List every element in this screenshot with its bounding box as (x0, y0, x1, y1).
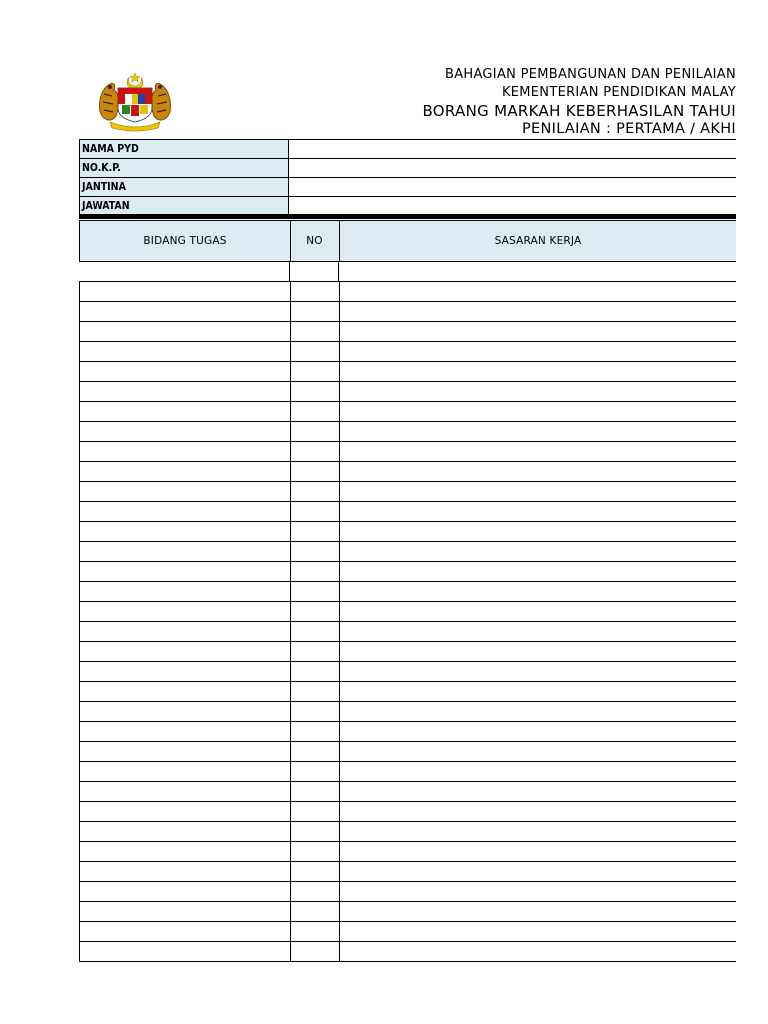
cell-divider (339, 862, 340, 881)
cell-divider (339, 902, 340, 921)
table-row[interactable] (79, 882, 736, 902)
cell-divider (290, 622, 291, 641)
table-row[interactable] (79, 922, 736, 942)
cell-divider (290, 862, 291, 881)
table-row[interactable] (79, 762, 736, 782)
cell-divider (290, 422, 291, 441)
table-row[interactable] (79, 302, 736, 322)
cell-divider (339, 542, 340, 561)
table-row[interactable] (79, 542, 736, 562)
info-row-nokp (79, 159, 736, 178)
table-header (79, 220, 736, 262)
cell-divider (339, 642, 340, 661)
cell-divider (339, 342, 340, 361)
cell-divider (290, 782, 291, 801)
nokp-field[interactable] (289, 159, 736, 177)
cell-divider (339, 562, 340, 581)
cell-divider (290, 822, 291, 841)
cell-divider (290, 902, 291, 921)
info-label: JANTINA (79, 178, 289, 196)
cell-divider (339, 462, 340, 481)
column-header-bidang-tugas: BIDANG TUGAS (80, 221, 291, 261)
cell-divider (289, 262, 290, 281)
cell-divider (339, 442, 340, 461)
table-row[interactable] (79, 462, 736, 482)
table-row[interactable] (79, 382, 736, 402)
cell-divider (339, 422, 340, 441)
table-row[interactable] (79, 602, 736, 622)
jantina-field[interactable] (289, 178, 736, 196)
cell-divider (290, 762, 291, 781)
cell-divider (339, 402, 340, 421)
cell-divider (290, 642, 291, 661)
cell-divider (290, 662, 291, 681)
cell-divider (290, 722, 291, 741)
cell-divider (290, 842, 291, 861)
table-row[interactable] (79, 262, 736, 282)
table-row[interactable] (79, 422, 736, 442)
cell-divider (290, 442, 291, 461)
header-form-title: BORANG MARKAH KEBERHASILAN TAHUI (422, 102, 736, 120)
cell-divider (339, 582, 340, 601)
table-row[interactable] (79, 442, 736, 462)
info-label: JAWATAN (79, 197, 289, 215)
cell-divider (290, 702, 291, 721)
cell-divider (339, 802, 340, 821)
cell-divider (290, 382, 291, 401)
info-row-jantina (79, 178, 736, 197)
table-row[interactable] (79, 662, 736, 682)
info-label: NAMA PYD (79, 140, 289, 158)
cell-divider (339, 622, 340, 641)
cell-divider (339, 602, 340, 621)
table-row[interactable] (79, 342, 736, 362)
table-row[interactable] (79, 402, 736, 422)
info-table (79, 139, 736, 216)
cell-divider (290, 802, 291, 821)
cell-divider (290, 462, 291, 481)
cell-divider (339, 742, 340, 761)
table-row[interactable] (79, 282, 736, 302)
cell-divider (339, 382, 340, 401)
info-label: NO.K.P. (79, 159, 289, 177)
table-body (79, 262, 736, 962)
cell-divider (290, 322, 291, 341)
cell-divider (290, 502, 291, 521)
cell-divider (290, 282, 291, 301)
table-row[interactable] (79, 562, 736, 582)
cell-divider (339, 682, 340, 701)
table-row[interactable] (79, 682, 736, 702)
cell-divider (339, 722, 340, 741)
table-row[interactable] (79, 942, 736, 962)
cell-divider (339, 662, 340, 681)
cell-divider (339, 842, 340, 861)
cell-divider (339, 762, 340, 781)
header-ministry: KEMENTERIAN PENDIDIKAN MALAY (501, 85, 736, 100)
table-row[interactable] (79, 702, 736, 722)
table-row[interactable] (79, 722, 736, 742)
cell-divider (290, 482, 291, 501)
coat-of-arms-logo (96, 72, 174, 132)
table-row[interactable] (79, 742, 736, 762)
cell-divider (290, 682, 291, 701)
cell-divider (290, 602, 291, 621)
target-table (79, 220, 736, 962)
cell-divider (290, 542, 291, 561)
cell-divider (339, 782, 340, 801)
table-row[interactable] (79, 322, 736, 342)
section-divider (79, 214, 736, 219)
cell-divider (290, 742, 291, 761)
column-header-sasaran-kerja: SASARAN KERJA (494, 235, 582, 247)
cell-divider (290, 302, 291, 321)
cell-divider (290, 402, 291, 421)
table-row[interactable] (79, 622, 736, 642)
cell-divider (290, 522, 291, 541)
table-row[interactable] (79, 902, 736, 922)
cell-divider (290, 362, 291, 381)
table-row[interactable] (79, 642, 736, 662)
info-row-nama (79, 139, 736, 159)
cell-divider (290, 562, 291, 581)
header-department: BAHAGIAN PEMBANGUNAN DAN PENILAIAN (444, 67, 736, 82)
table-row[interactable] (79, 502, 736, 522)
table-row[interactable] (79, 862, 736, 882)
cell-divider (339, 942, 340, 961)
cell-divider (339, 822, 340, 841)
cell-divider (290, 582, 291, 601)
cell-divider (339, 502, 340, 521)
nama-pyd-field[interactable] (289, 140, 736, 158)
cell-divider (339, 482, 340, 501)
cell-divider (339, 302, 340, 321)
header-assessment: PENILAIAN : PERTAMA / AKHI (521, 121, 736, 137)
table-row[interactable] (79, 802, 736, 822)
cell-divider (339, 522, 340, 541)
column-header-no: NO (290, 221, 340, 261)
cell-divider (290, 342, 291, 361)
jawatan-field[interactable] (289, 197, 736, 215)
cell-divider (339, 362, 340, 381)
table-row[interactable] (79, 822, 736, 842)
cell-divider (290, 922, 291, 941)
cell-divider (338, 262, 339, 281)
table-row[interactable] (79, 842, 736, 862)
cell-divider (339, 322, 340, 341)
cell-divider (339, 282, 340, 301)
table-row[interactable] (79, 582, 736, 602)
cell-divider (339, 922, 340, 941)
cell-divider (339, 702, 340, 721)
table-row[interactable] (79, 522, 736, 542)
table-row[interactable] (79, 782, 736, 802)
cell-divider (290, 882, 291, 901)
cell-divider (290, 942, 291, 961)
table-row[interactable] (79, 362, 736, 382)
cell-divider (339, 882, 340, 901)
table-row[interactable] (79, 482, 736, 502)
